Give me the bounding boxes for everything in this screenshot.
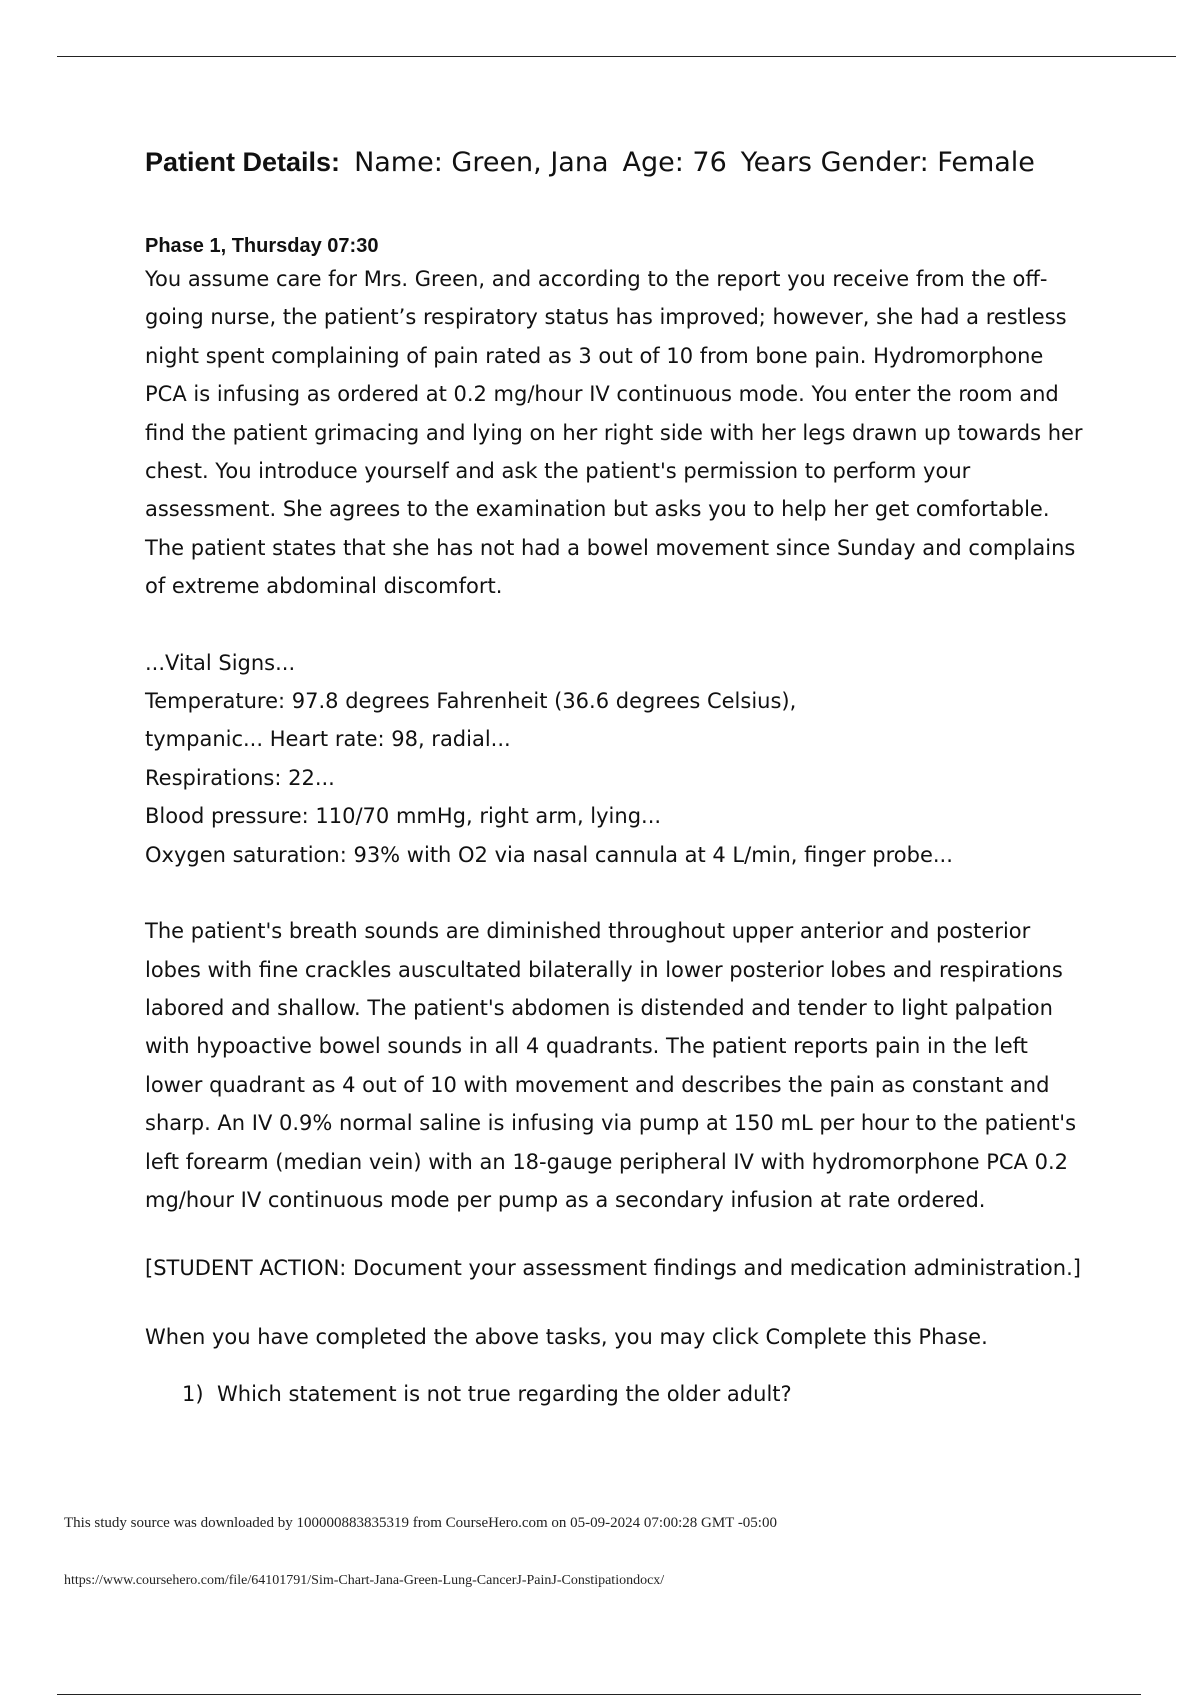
- vital-signs-heading: ...Vital Signs...: [145, 650, 296, 675]
- patient-years-gender: Years Gender: Female: [740, 147, 1035, 178]
- question-item: [145, 1375, 1090, 1413]
- vital-heart-rate: tympanic... Heart rate: 98, radial...: [145, 727, 511, 752]
- vital-respirations: Respirations: 22...: [145, 765, 335, 790]
- vital-blood-pressure: Blood pressure: 110/70 mmHg, right arm, lying...: [145, 804, 662, 829]
- question-number: 1): [182, 1381, 204, 1406]
- top-rule: [57, 56, 1176, 57]
- patient-age: Age: 76: [622, 147, 727, 178]
- patient-details-label: Patient Details:: [145, 147, 341, 177]
- phase-intro-paragraph: You assume care for Mrs. Green, and according to the report you receive from the off-going nurse, the patient’s respiratory status has improved; however, she had a restless night spent complaining of pain rated as 3 out of 10 from bone pain. Hydromorphone PCA is infusing as ordered at 0.2 mg/hour IV continuous mode. You enter the room and find the patient grimacing and lying on her right side with her legs drawn up towards her chest. You introduce yourself and ask the patient's permission to perform your assessment. She agrees to the examination but asks you to help her get comfortable. The patient states that she has not had a bowel movement since Sunday and complains of extreme abdominal discomfort.: [145, 267, 1083, 599]
- patient-name: Name: Green, Jana: [354, 147, 609, 178]
- vital-temperature: Temperature: 97.8 degrees Fahrenheit (36.6 degrees Celsius),: [145, 689, 797, 714]
- patient-details-line: [145, 140, 1090, 185]
- source-url-footer[interactable]: https://www.coursehero.com/file/64101791/Sim-Chart-Jana-Green-Lung-CancerJ-PainJ-Constipationdocx/: [64, 1573, 665, 1588]
- vital-signs-block: [145, 644, 1090, 874]
- download-source-footer: This study source was downloaded by 100000883835319 from CourseHero.com on 05-09-2024 07:00:28 GMT -05:00: [64, 1515, 777, 1531]
- bottom-rule: [57, 1694, 1141, 1695]
- document-page: [145, 140, 1090, 1413]
- question-text: Which statement is not true regarding the older adult?: [217, 1381, 792, 1406]
- vital-oxygen-saturation: Oxygen saturation: 93% with O2 via nasal cannula at 4 L/min, finger probe...: [145, 842, 953, 867]
- student-action-note: [STUDENT ACTION: Document your assessment findings and medication administration.]: [145, 1256, 1081, 1281]
- assessment-findings-paragraph: The patient's breath sounds are diminished throughout upper anterior and posterior lobes with fine crackles auscultated bilaterally in lower posterior lobes and respirations labored and shallow. The patient's abdomen is distended and tender to light palpation with hypoactive bowel sounds in all 4 quadrants. The patient reports pain in the left lower quadrant as 4 out of 10 with movement and describes the pain as constant and sharp. An IV 0.9% normal saline is infusing via pump at 150 mL per hour to the patient's left forearm (median vein) with an 18-gauge peripheral IV with hydromorphone PCA 0.2 mg/hour IV continuous mode per pump as a secondary infusion at rate ordered.: [145, 919, 1077, 1212]
- complete-phase-instruction: When you have completed the above tasks, you may click Complete this Phase.: [145, 1325, 988, 1350]
- phase-heading: Phase 1, Thursday 07:30: [145, 235, 379, 257]
